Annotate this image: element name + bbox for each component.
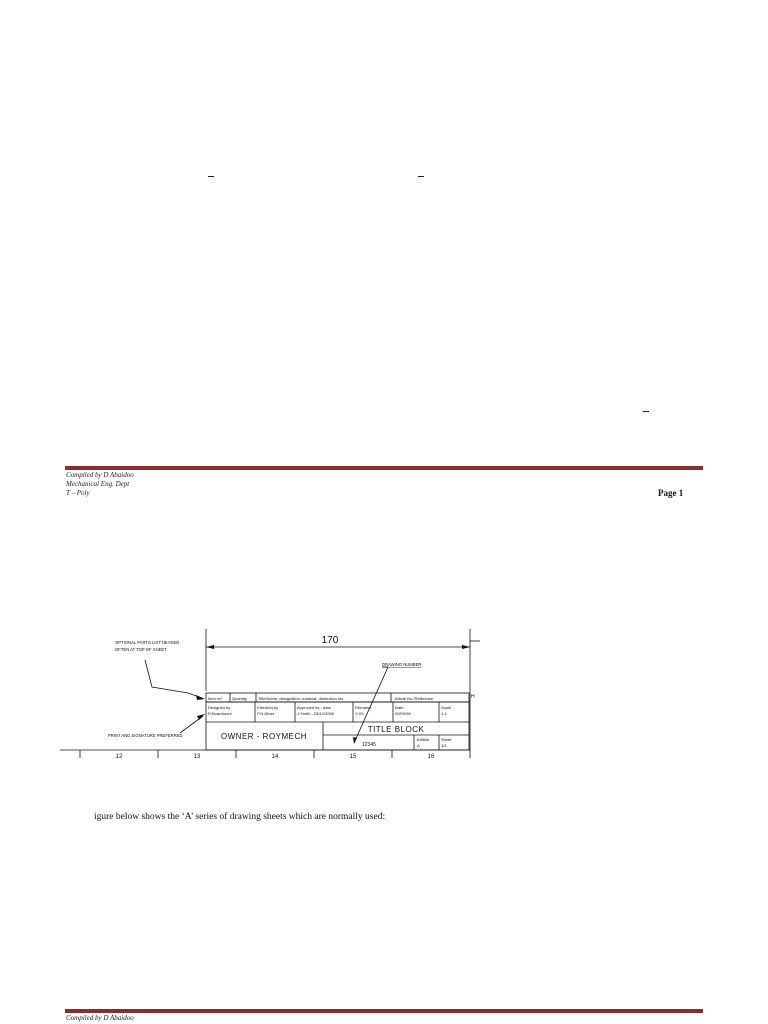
note-header-line2: OFTEN AT TOP OF SHEET: [115, 647, 167, 652]
header-cell-article: Article No./Reference: [395, 696, 434, 701]
edition-label: Edition: [417, 737, 430, 742]
footer-rule-top: [65, 466, 703, 470]
title-block-drawing: [60, 625, 490, 763]
scale-tick-15: 15: [349, 754, 357, 760]
filename-value: Y-XX: [355, 711, 364, 716]
header-cell-quantity: Quantity: [232, 696, 247, 701]
filename-label: Filename: [355, 705, 372, 710]
scale-tick-13: 13: [193, 754, 201, 760]
scale-tick-14: 14: [271, 754, 279, 760]
footer-block: [66, 471, 134, 498]
text-dash-3: [643, 411, 649, 412]
approved-by-label: Approved by - date: [297, 705, 331, 710]
page-number: Page 1: [658, 488, 684, 498]
sheet-label: Sheet: [441, 737, 452, 742]
note-header-line1: OPTIONAL PARTS LIST HEADER: [115, 640, 180, 645]
body-paragraph: igure below shows the ‘A’ series of drawing sheets which are normally used:: [94, 812, 386, 822]
footer-rule-bottom: [65, 1009, 703, 1013]
footer-dept: Mechanical Eng. Dept: [66, 480, 130, 488]
header-cell-item: Item ref: [208, 696, 222, 701]
sheet-value: 1/1: [441, 743, 447, 748]
checker-name: P.N.Other: [257, 711, 275, 716]
header-cell-title: Title/Name, designation, material, dimension etc: [258, 696, 344, 701]
designer-name: R.Boardmore: [208, 711, 232, 716]
edition-value: A: [417, 743, 420, 748]
date-value: 00/00/00: [395, 711, 411, 716]
note-signature: PRINT AND SIGNATURE PREFERRED: [108, 733, 183, 738]
footer-institution: T – Poly: [66, 489, 90, 497]
footer-author: Compiled by D Abaidoo: [66, 471, 134, 479]
title-block-label: TITLE BLOCK: [367, 725, 425, 734]
approver-name: J.Smith - 25/12/2009: [297, 711, 334, 716]
scale-label: Scale: [441, 705, 452, 710]
scale-value: 1:1: [441, 711, 447, 716]
side-letter: H: [471, 694, 475, 700]
scale-tick-12: 12: [115, 754, 123, 760]
scale-tick-16: 16: [427, 754, 435, 760]
date-label: Date: [395, 705, 404, 710]
footer-author-bottom: Compiled by D Abaidoo: [66, 1014, 134, 1022]
text-dash-2: [418, 176, 424, 177]
text-dash-1: [208, 176, 214, 177]
owner-label: OWNER - ROYMECH: [220, 732, 308, 741]
dimension-label: 170: [321, 635, 339, 646]
designed-by-label: Designed by: [208, 705, 231, 710]
drawing-number-value: 12345: [362, 742, 376, 748]
drawing-number-label: DRAWING NUMBER: [382, 662, 422, 667]
checked-by-label: Checked by: [257, 705, 279, 710]
